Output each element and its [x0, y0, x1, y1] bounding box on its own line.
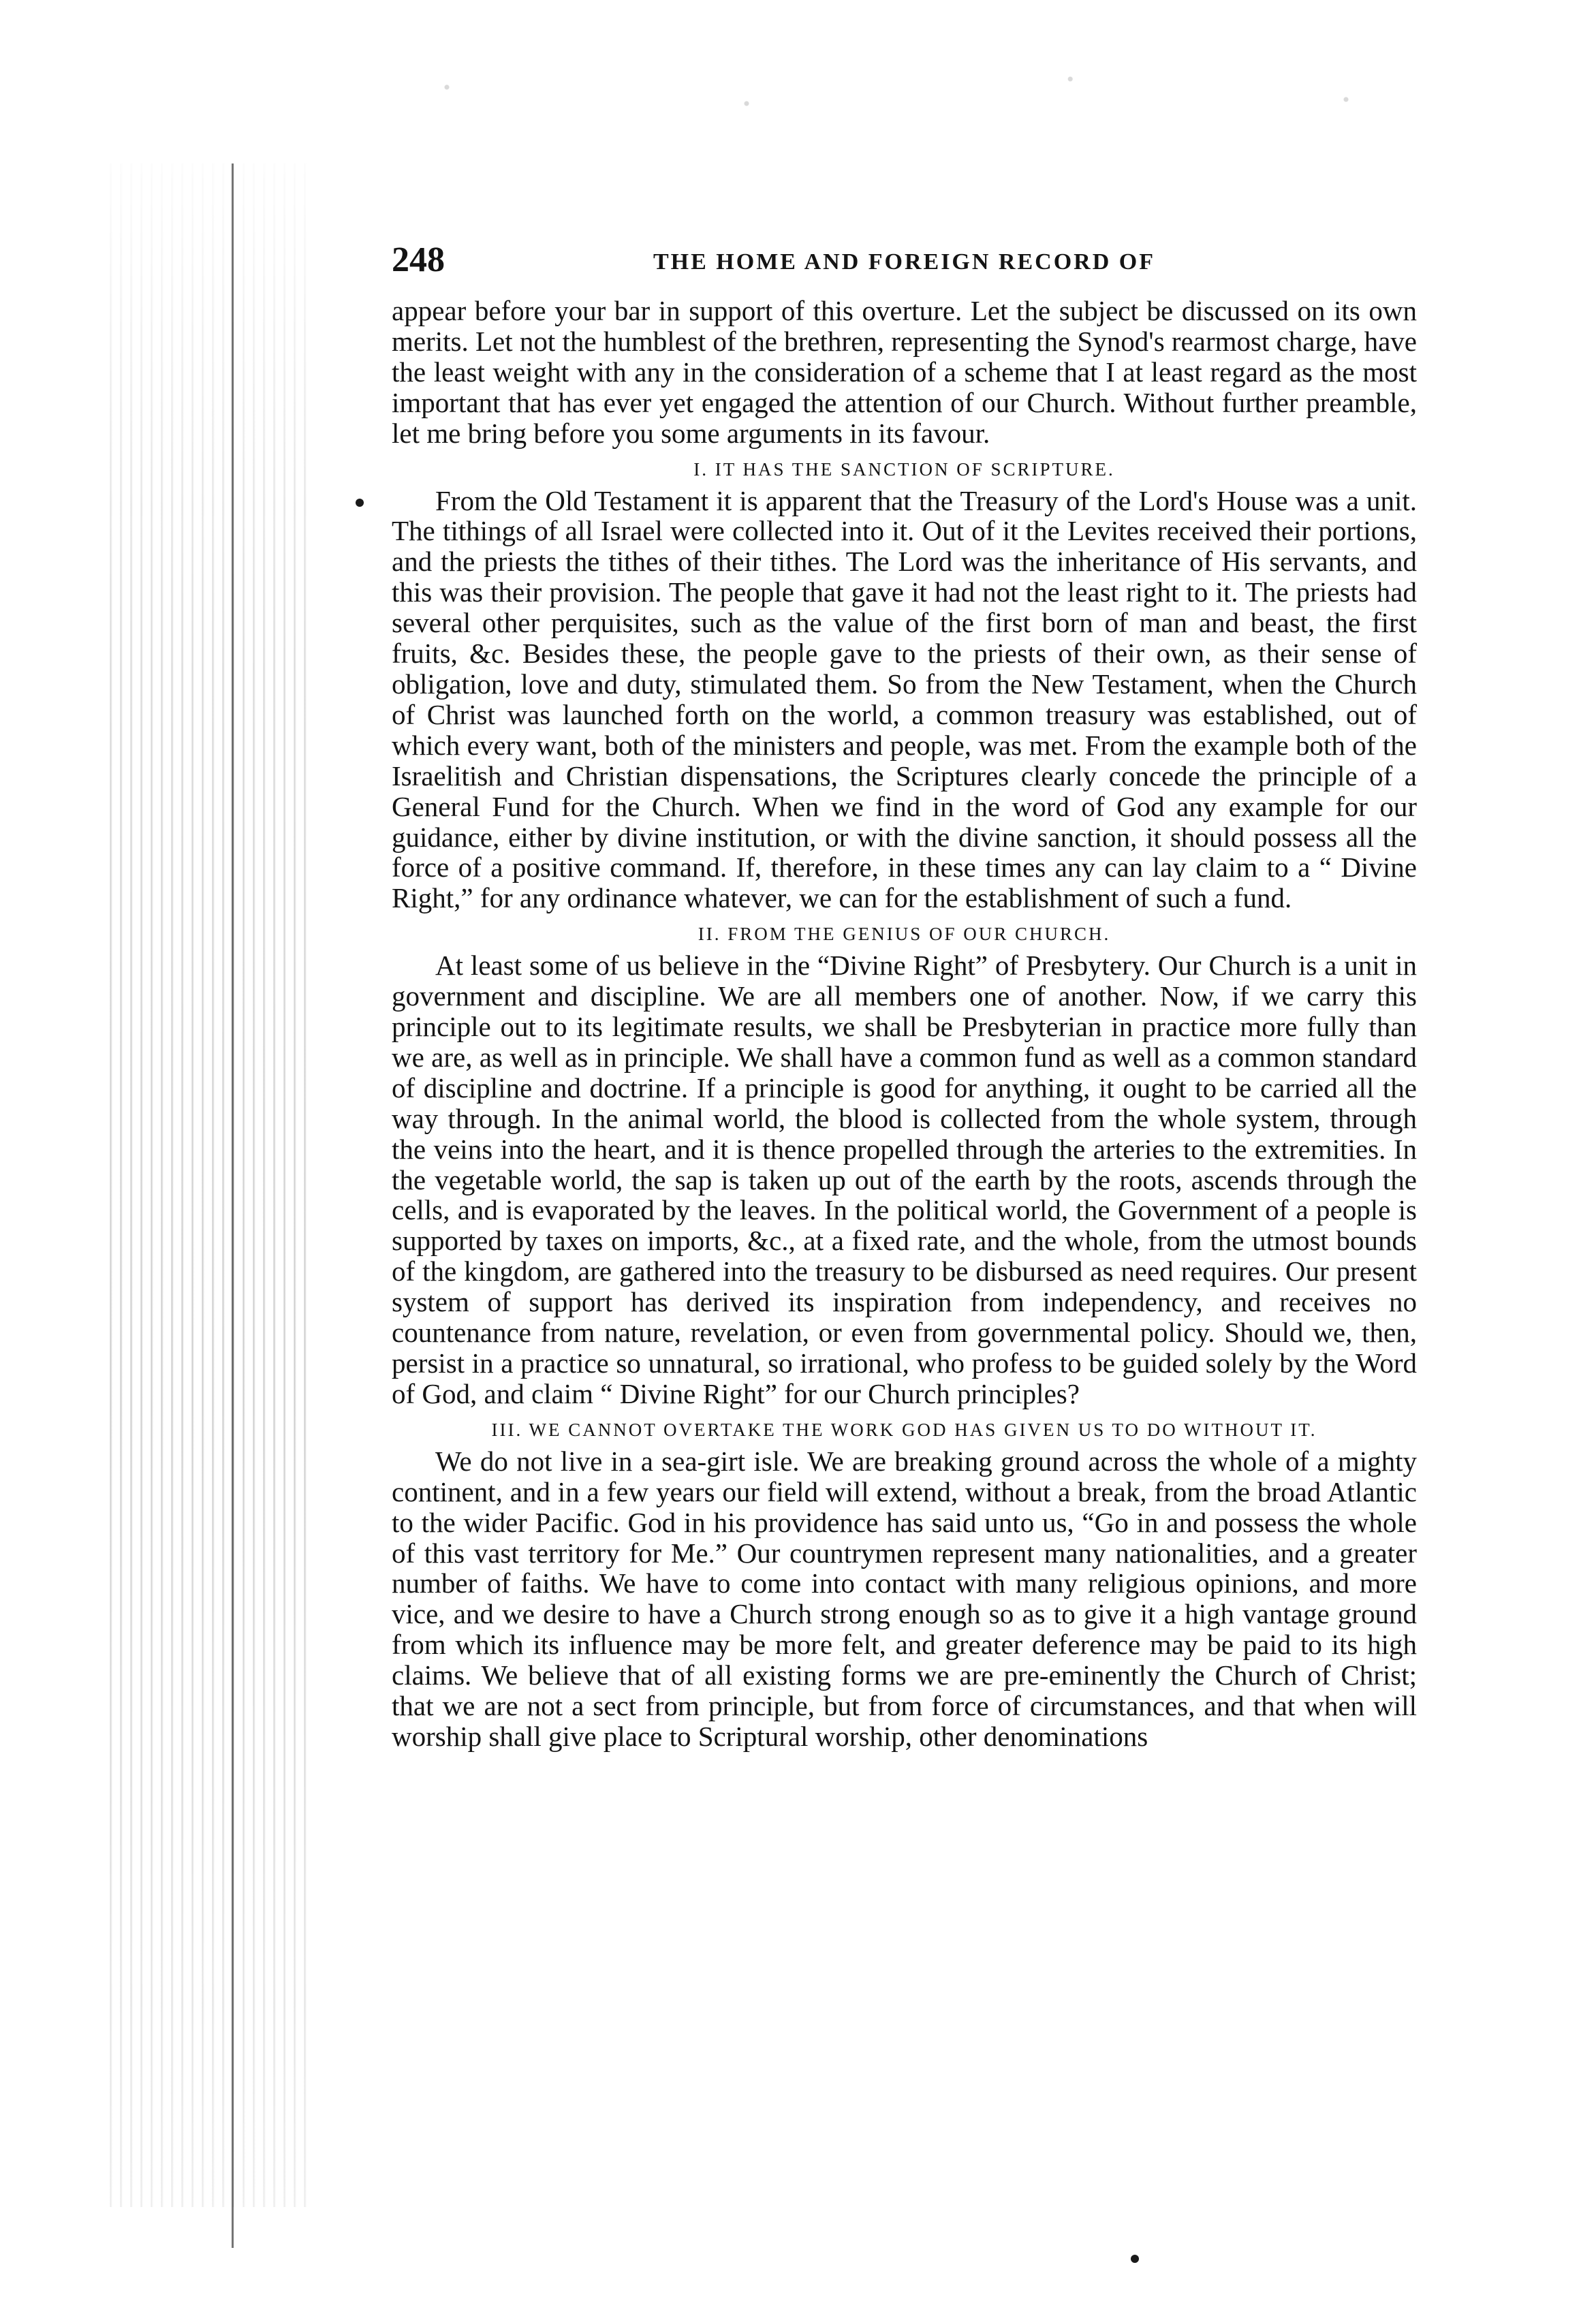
section-paragraph-3: We do not live in a sea-girt isle. We are breaking ground across the whole of a mighty continent, and in a few years our field will extend, without a break, from the broad Atlantic to the wider Pacific. God in his providence has said unto us, “Go in and possess the whole of this vast territory for Me.” Our countrymen represent many nationalities, and a greater number of faiths. We have to come into contact with many religious opinions, and more vice, and we desire to have a Church strong enough so as to give it a high vantage ground from which its influence may be more felt, and greater deference may be paid to its high claims. We believe that of all existing forms we are pre-eminently the Church of Christ; that we are not a sect from principle, but from force of circumstances, and that when will worship shall give place to Scriptural worship, other denominations: [392, 1445, 1417, 1752]
running-head: [392, 240, 1417, 283]
page-number: 248: [392, 240, 445, 279]
scan-noise-top: [327, 54, 1526, 136]
page-body: [392, 240, 1417, 1752]
running-title: THE HOME AND FOREIGN RECORD OF: [653, 249, 1155, 275]
stray-mark: [356, 499, 364, 507]
section-heading-1: I. IT HAS THE SANCTION OF SCRIPTURE.: [693, 458, 1115, 480]
binding-edge-line: [232, 163, 234, 2248]
section-heading-2: II. FROM THE GENIUS OF OUR CHURCH.: [698, 924, 1111, 945]
section-paragraph-2: At least some of us believe in the “Divine Right” of Presbytery. Our Church is a unit in government and discipline. We are all members one of another. Now, if we carry this principle out to its legitimate results, we shall be Presbyterian in practice more fully than we are, as well as in principle. We shall have a common fund as well as a common standard of discipline and doctrine. If a principle is good for anything, it ought to be carried all the way through. In the animal world, the blood is collected from the whole system, through the veins into the heart, and it is thence propelled through the arteries to the extremities. In the vegetable world, the sap is taken up out of the earth by the roots, ascends through the cells, and is evaporated by the leaves. In the political world, the Government of a people is supported by taxes on imports, &c., at a fixed rate, and the whole, from the utmost bounds of the kingdom, are gathered into the treasury to be disbursed as need requires. Our present system of support has derived its inspiration from independency, and receives no countenance from nature, revelation, or even from governmental policy. Should we, then, persist in a practice so unnatural, so irrational, who profess to be guided solely by the Word of God, and claim “ Divine Right” for our Church principles?: [392, 950, 1417, 1409]
section-paragraph-1: From the Old Testament it is apparent that the Treasury of the Lord's House was a unit. The tithings of all Israel were collected into it. Out of it the Levites received their portions, and the priests the tithes of their tithes. The Lord was the inheritance of His servants, and this was their provision. The people that gave it had not the least right to it. The priests had several other perquisites, such as the value of the first born of man and beast, the first fruits, &c. Besides these, the people gave to the priests of their own, as their sense of obligation, love and duty, stimulated them. So from the New Testament, when the Church of Christ was launched forth on the world, a common treasury was established, out of which every want, both of the ministers and people, was met. From the example both of the Israelitish and Christian dispensations, the Scriptures clearly concede the principle of a General Fund for the Church. When we find in the word of God any example for our guidance, either by divine institution, or with the divine sanction, it should possess all the force of a positive command. If, therefore, in these times any can lay claim to a “ Divine Right,” for any ordinance whatever, we can for the establishment of such a fund.: [392, 484, 1417, 914]
intro-paragraph: appear before your bar in support of this overture. Let the subject be discussed on its own merits. Let not the humblest of the brethren, representing the Synod's rearmost charge, have the least weight with any in the consideration of a scheme that I at least regard as the most important that has ever yet engaged the attention of our Church. Without further preamble, let me bring before you some arguments in its favour.: [392, 295, 1417, 449]
binding-gutter-shadow: [102, 163, 307, 2207]
section-heading-3: III. WE CANNOT OVERTAKE THE WORK GOD HAS GIVEN US TO DO WITHOUT IT.: [491, 1419, 1317, 1440]
stray-mark: [1131, 2255, 1139, 2263]
